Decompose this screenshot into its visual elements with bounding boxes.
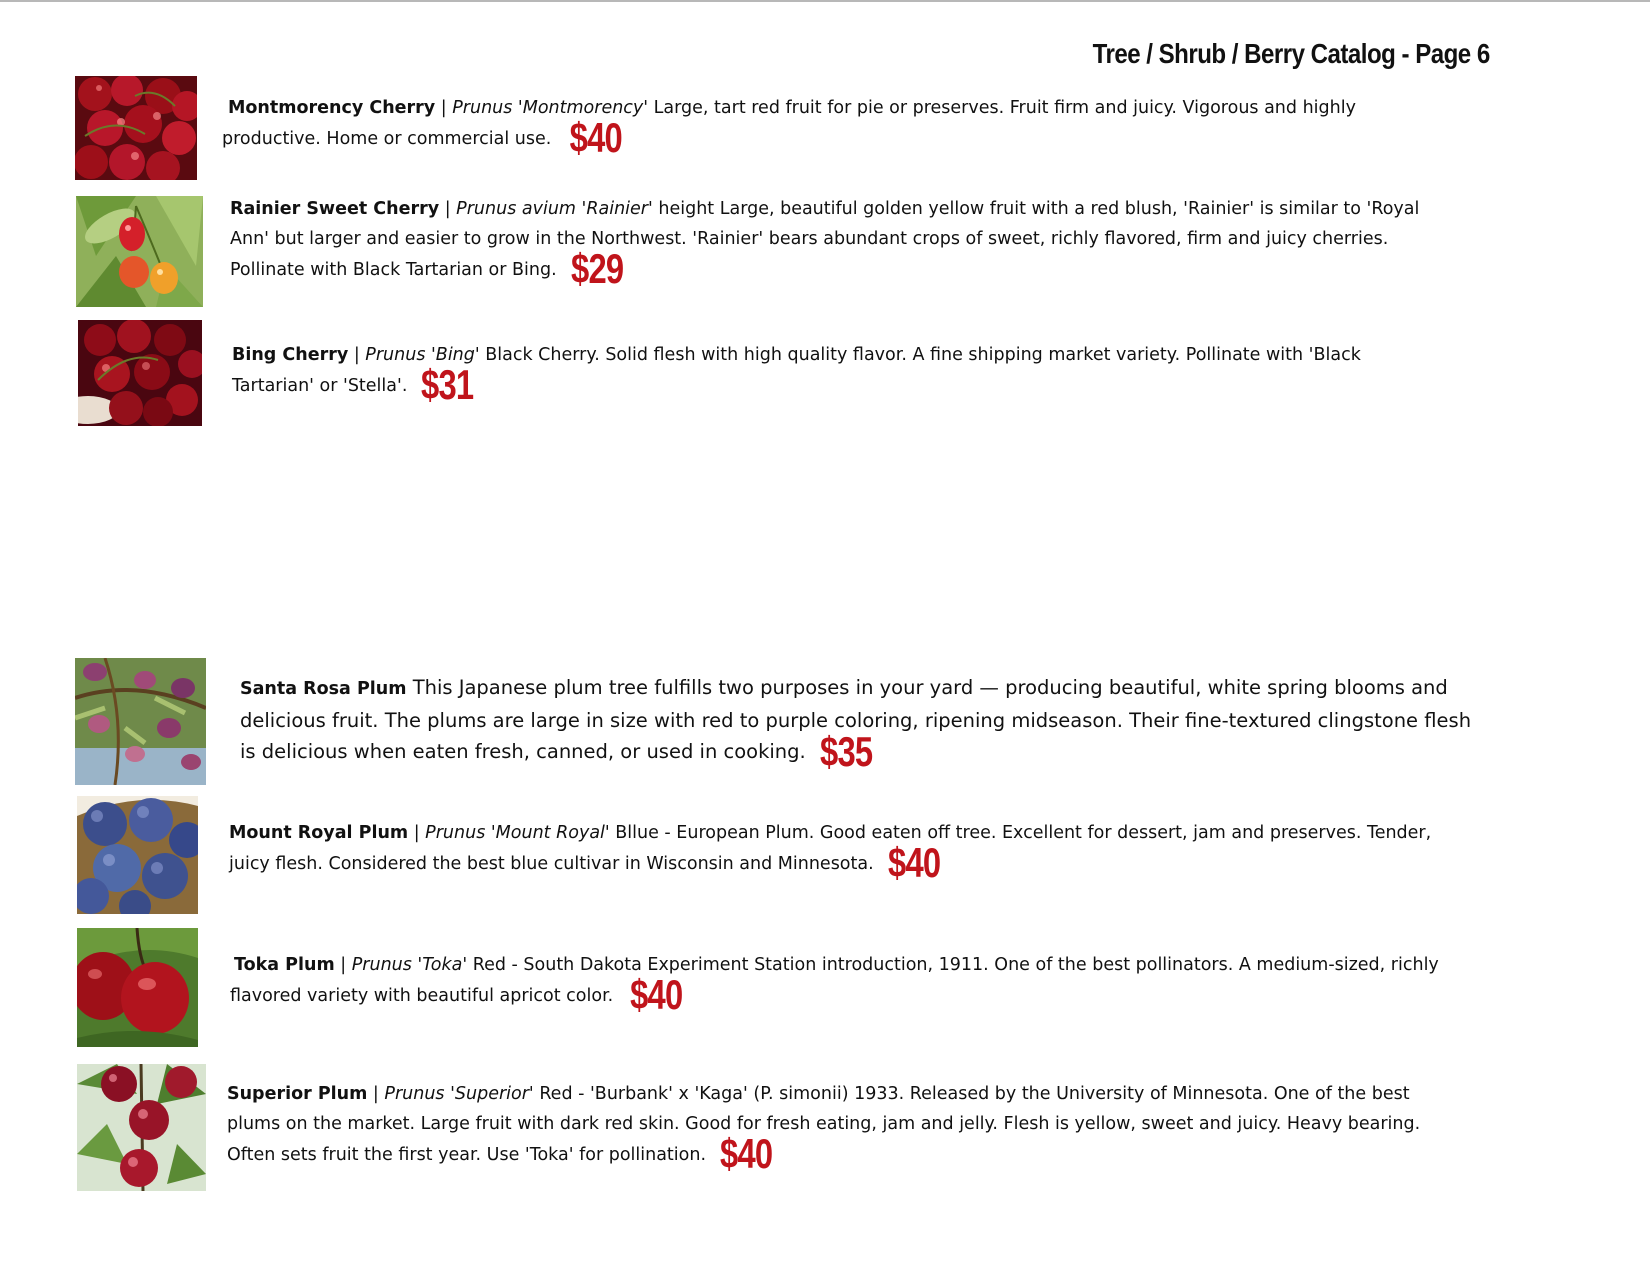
item-text: height Large, beautiful golden yellow fruit with a red blush, 'Rainier' is similar to 'Royal Ann' but larger and easier to grow in the Northwest. 'Rainier' bears abundant crops of sweet, richly flavored, firm and juicy cherries. Pollinate with Black Tartarian or Bing. xyxy=(230,199,1420,280)
page-title: Tree / Shrub / Berry Catalog - Page 6 xyxy=(1092,38,1490,69)
item-description xyxy=(232,340,1442,408)
separator: | xyxy=(367,1084,385,1104)
blue-plum-basket-photo xyxy=(77,796,198,914)
item-text: Large, tart red fruit for pie or preserves. Fruit firm and juicy. Vigorous and highly productive. Home or commercial use. xyxy=(222,98,1356,149)
item-description xyxy=(229,818,1469,886)
separator: | xyxy=(348,345,366,365)
item-name: Rainier Sweet Cherry xyxy=(230,199,440,219)
item-botanical-name: Prunus 'Toka' xyxy=(351,955,468,975)
top-rule xyxy=(0,0,1650,2)
item-botanical-name: Prunus 'Bing' xyxy=(365,345,480,365)
bing-cherry-photo xyxy=(78,320,202,426)
item-description xyxy=(240,672,1485,775)
item-text: Bllue - European Plum. Good eaten off tree. Excellent for dessert, jam and preserves. Tender, juicy flesh. Considered the best blue cultivar in Wisconsin and Minnesota. xyxy=(229,823,1432,874)
item-description xyxy=(230,194,1450,292)
item-botanical-name: Prunus 'Montmorency' xyxy=(452,98,649,118)
superior-plum-photo xyxy=(77,1064,206,1191)
item-description xyxy=(230,950,1470,1018)
item-price: $40 xyxy=(630,971,683,1018)
santa-rosa-plum-photo xyxy=(75,658,206,785)
item-text: Red - 'Burbank' x 'Kaga' (P. simonii) 1933. Released by the University of Minnesota. One of the best plums on the market. Large fruit with dark red skin. Good for fresh eating, jam and jelly. Flesh is yellow, sweet and juicy. Heavy bearing. Often sets fruit the first year. Use 'Toka' for pollination. xyxy=(227,1084,1421,1165)
separator: | xyxy=(439,199,457,219)
item-botanical-name: Prunus 'Superior' xyxy=(384,1084,534,1104)
item-price: $29 xyxy=(570,245,623,292)
item-price: $40 xyxy=(887,839,940,886)
item-price: $35 xyxy=(819,728,873,775)
separator: | xyxy=(334,955,352,975)
item-price: $31 xyxy=(421,361,474,408)
item-price: $40 xyxy=(720,1130,773,1177)
item-botanical-name: Prunus 'Mount Royal' xyxy=(425,823,610,843)
item-name: Bing Cherry xyxy=(232,345,349,365)
item-text: This Japanese plum tree fulfills two purposes in your yard — producing beautiful, white spring blooms and delicious fruit. The plums are large in size with red to purple coloring, ripening midseason. Their fine-textured clingstone flesh is delicious when eaten fresh, canned, or used in cooking. xyxy=(240,676,1472,763)
item-name: Santa Rosa Plum xyxy=(240,679,407,699)
item-botanical-name: Prunus avium 'Rainier' xyxy=(456,199,653,219)
item-description xyxy=(222,93,1432,161)
cherry-cluster-photo xyxy=(75,76,197,180)
item-name: Toka Plum xyxy=(234,955,335,975)
item-name: Montmorency Cherry xyxy=(228,98,436,118)
item-text: Black Cherry. Solid flesh with high quality flavor. A fine shipping market variety. Pollinate with 'Black Tartarian' or 'Stella'. xyxy=(232,345,1361,396)
item-description xyxy=(227,1079,1467,1177)
separator: | xyxy=(408,823,426,843)
separator: | xyxy=(435,98,453,118)
toka-plum-photo xyxy=(77,928,198,1047)
item-name: Mount Royal Plum xyxy=(229,823,409,843)
rainier-cherry-photo xyxy=(76,196,203,307)
item-name: Superior Plum xyxy=(227,1084,368,1104)
item-price: $40 xyxy=(569,114,623,161)
item-text: Red - South Dakota Experiment Station introduction, 1911. One of the best pollinators. A medium-sized, richly flavored variety with beautiful apricot color. xyxy=(230,955,1439,1006)
